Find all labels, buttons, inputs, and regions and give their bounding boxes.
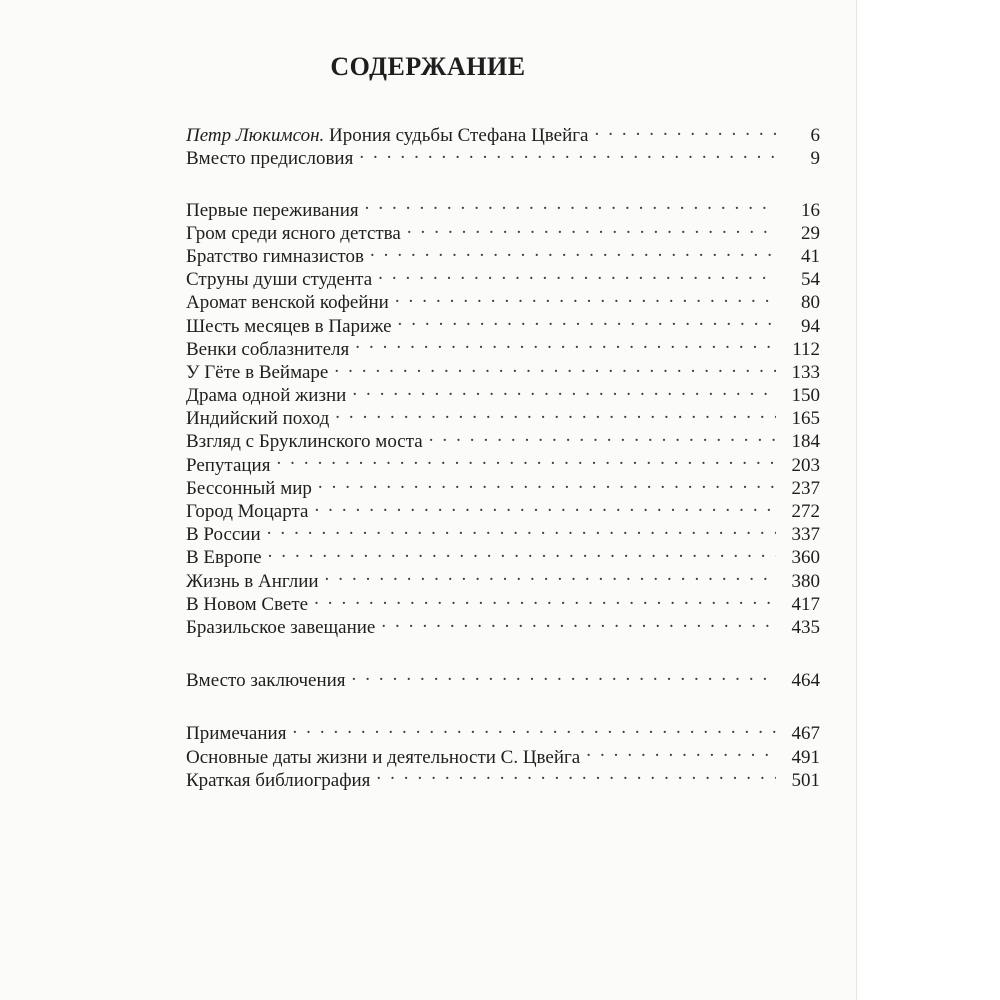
toc-entry-label: Струны души студента bbox=[186, 269, 373, 291]
dot-leader bbox=[370, 239, 776, 262]
toc-entry bbox=[186, 192, 820, 221]
table-of-contents bbox=[186, 118, 820, 791]
dot-leader bbox=[355, 332, 776, 355]
dot-leader bbox=[276, 447, 776, 470]
toc-entry-label: Основные даты жизни и деятельности С. Цвейга bbox=[186, 746, 581, 768]
dot-leader bbox=[352, 378, 776, 401]
toc-entry-author: Петр Люкимсон. bbox=[186, 125, 325, 147]
dot-leader bbox=[267, 517, 776, 540]
toc-entry-label: Краткая библиография bbox=[186, 769, 371, 791]
toc-entry-page: 435 bbox=[791, 616, 820, 638]
toc-entry bbox=[186, 563, 820, 592]
toc-entry-page: 501 bbox=[791, 769, 820, 791]
toc-entry bbox=[186, 471, 820, 499]
toc-entry-page: 360 bbox=[791, 547, 820, 569]
toc-entry-label: В Европе bbox=[186, 547, 262, 569]
page-title: СОДЕРЖАНИЕ bbox=[330, 52, 526, 81]
dot-leader bbox=[359, 141, 776, 164]
toc-entry-page: 165 bbox=[791, 408, 820, 430]
toc-entry-label: Аромат венской кофейни bbox=[186, 292, 389, 314]
toc-entry-label: Первые переживания bbox=[186, 199, 359, 221]
toc-entry-label: В Новом Свете bbox=[186, 593, 309, 615]
toc-entry-label: Репутация bbox=[186, 454, 271, 476]
toc-entry bbox=[186, 517, 820, 546]
toc-group-chapters bbox=[186, 192, 820, 638]
toc-entry-page: 491 bbox=[791, 746, 820, 768]
dot-leader bbox=[318, 471, 776, 494]
toc-entry-label: Вместо предисловия bbox=[186, 148, 354, 170]
dot-leader bbox=[376, 763, 776, 786]
toc-entry-page: 41 bbox=[801, 245, 820, 267]
dot-leader bbox=[352, 663, 776, 686]
toc-entry-label: Венки соблазнителя bbox=[186, 338, 350, 360]
toc-group-intro bbox=[186, 118, 820, 170]
toc-entry-page: 337 bbox=[791, 524, 820, 546]
toc-entry-label: Бессонный мир bbox=[186, 477, 312, 499]
dot-leader bbox=[314, 494, 776, 517]
toc-entry-page: 184 bbox=[791, 431, 820, 453]
toc-entry-page: 417 bbox=[791, 593, 820, 615]
dot-leader bbox=[429, 424, 776, 447]
toc-entry-page: 150 bbox=[791, 385, 820, 407]
toc-entry-page: 54 bbox=[801, 269, 820, 291]
dot-leader bbox=[407, 216, 776, 239]
toc-entry-label: Примечания bbox=[186, 723, 287, 745]
toc-entry-label: В России bbox=[186, 524, 261, 546]
toc-entry-page: 467 bbox=[791, 723, 820, 745]
toc-entry-page: 94 bbox=[801, 315, 820, 337]
toc-entry-page: 237 bbox=[791, 477, 820, 499]
dot-leader bbox=[268, 540, 776, 563]
dot-leader bbox=[292, 716, 776, 739]
toc-entry-page: 380 bbox=[791, 570, 820, 592]
toc-entry-label: Индийский поход bbox=[186, 408, 330, 430]
dot-leader bbox=[381, 610, 776, 633]
toc-entry-page: 9 bbox=[810, 148, 820, 170]
toc-group-conclusion bbox=[186, 663, 820, 692]
dot-leader bbox=[595, 118, 777, 141]
toc-entry bbox=[186, 447, 820, 476]
toc-entry-label: Взгляд с Бруклинского моста bbox=[186, 431, 423, 453]
toc-entry-page: 16 bbox=[801, 199, 820, 221]
toc-entry bbox=[186, 663, 820, 692]
dot-leader bbox=[395, 285, 776, 308]
dot-leader bbox=[325, 563, 776, 586]
toc-group-appendix bbox=[186, 716, 820, 791]
toc-entry-label: Вместо заключения bbox=[186, 670, 346, 692]
dot-leader bbox=[365, 192, 776, 215]
toc-entry-label: Шесть месяцев в Париже bbox=[186, 315, 392, 337]
toc-entry bbox=[186, 540, 820, 569]
toc-entry-page: 272 bbox=[791, 501, 820, 522]
dot-leader bbox=[335, 401, 776, 424]
toc-entry-page: 133 bbox=[791, 361, 820, 383]
toc-entry-page: 464 bbox=[791, 670, 820, 692]
dot-leader bbox=[398, 308, 776, 331]
toc-entry-label: Жизнь в Англии bbox=[186, 570, 319, 592]
toc-entry-page: 80 bbox=[801, 292, 820, 314]
toc-entry-label: Гром среди ясного детства bbox=[186, 222, 401, 244]
dot-leader bbox=[378, 262, 776, 285]
toc-entry-page: 203 bbox=[791, 454, 820, 476]
dot-leader bbox=[586, 739, 776, 762]
toc-entry-label: Братство гимназистов bbox=[186, 245, 364, 267]
toc-entry-page: 29 bbox=[801, 222, 820, 244]
dot-leader bbox=[334, 355, 776, 378]
toc-entry-label: Город Моцарта bbox=[186, 501, 309, 522]
toc-entry-page: 112 bbox=[792, 338, 820, 360]
dot-leader bbox=[314, 587, 776, 610]
toc-entry bbox=[186, 118, 820, 147]
page-right-margin bbox=[856, 0, 1000, 1000]
toc-entry-label: Драма одной жизни bbox=[186, 385, 347, 407]
toc-entry-label: Ирония судьбы Стефана Цвейга bbox=[329, 125, 589, 147]
toc-entry-label: Бразильское завещание bbox=[186, 616, 376, 638]
toc-entry-page: 6 bbox=[810, 125, 820, 147]
toc-entry bbox=[186, 716, 820, 745]
toc-entry-label: У Гёте в Веймаре bbox=[186, 361, 329, 383]
